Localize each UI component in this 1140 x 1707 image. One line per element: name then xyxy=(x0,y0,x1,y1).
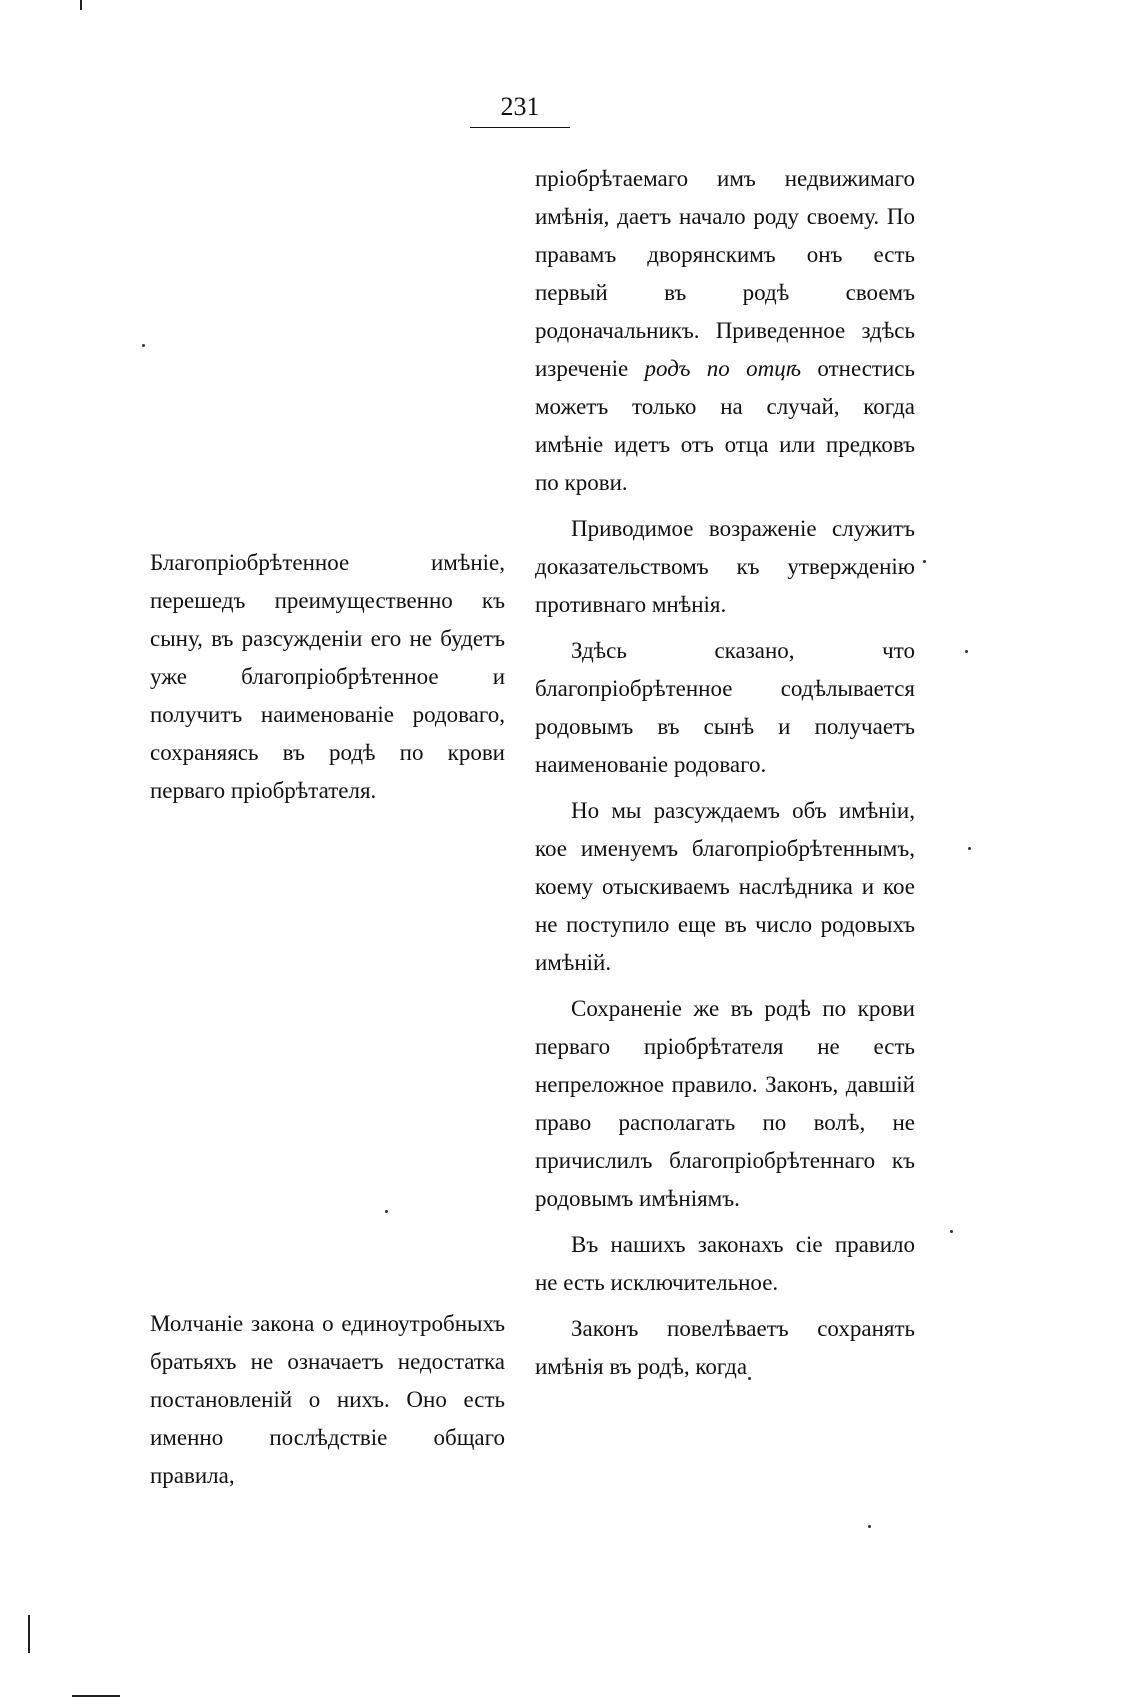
scan-speck xyxy=(748,1377,751,1380)
margin-note-1-text: Благопріобрѣтенное имѣніе, перешедъ преимущественно къ сыну, въ разсужденіи его не будетъ уже благопріобрѣтенное и получитъ наименованіе родоваго, сохраняясь въ родѣ по крови перваго пріобрѣтателя. xyxy=(150,550,505,803)
scan-speck xyxy=(923,560,926,563)
page-number: 231 xyxy=(500,92,540,121)
paragraph-7: Законъ повелѣваетъ сохранять имѣнія въ родѣ, когда xyxy=(535,1316,915,1379)
scan-speck xyxy=(868,1525,871,1528)
scan-speck xyxy=(965,650,968,653)
paragraph-1 xyxy=(535,160,915,502)
main-text-column xyxy=(535,160,915,1394)
margin-note-1 xyxy=(150,544,505,810)
scan-edge-mark xyxy=(80,0,82,10)
scan-speck xyxy=(385,1210,388,1213)
paragraph-5: Сохраненіе же въ родѣ по крови перваго пріобрѣтателя не есть непреложное правило. Законъ, давшій право располагать по волѣ, не причислилъ благопріобрѣтеннаго къ родовымъ имѣніямъ. xyxy=(535,996,915,1211)
margin-note-2-text: Молчаніе закона о единоутробныхъ братьяхъ не означаетъ недостатка постановленій о нихъ. Оно есть именно послѣдствіе общаго правила, xyxy=(150,1311,505,1488)
scan-speck xyxy=(968,847,971,850)
scan-edge-mark xyxy=(72,1695,120,1697)
paragraph-4: Но мы разсуждаемъ объ имѣніи, кое именуемъ благопріобрѣтеннымъ, коему отыскиваемъ наслѣдника и кое не поступило еще въ число родовыхъ имѣній. xyxy=(535,798,915,975)
margin-note-2 xyxy=(150,1305,505,1495)
paragraph-1-italic-phrase: родъ по отцѣ xyxy=(644,356,802,381)
scan-speck xyxy=(142,344,145,347)
scan-speck xyxy=(950,1230,953,1233)
paragraph-3: Здѣсь сказано, что благопріобрѣтенное содѣлывается родовымъ въ сынѣ и получаетъ наименованіе родоваго. xyxy=(535,638,915,777)
scan-edge-mark xyxy=(28,1615,30,1653)
paragraph-1-text: пріобрѣтаемаго имъ недвижимаго имѣнія, даетъ начало роду своему. По правамъ дворянскимъ онъ есть первый въ родѣ своемъ родоначальникъ. Приведенное здѣсь изреченіе xyxy=(535,166,915,381)
paragraph-1-rest: отнестись можетъ только на случай, когда имѣніе идетъ отъ отца или предковъ по крови. xyxy=(535,356,915,495)
paragraph-2: Приводимое возраженіе служитъ доказательствомъ къ утвержденію противнаго мнѣнія. xyxy=(535,516,915,617)
page-number-rule xyxy=(470,127,570,128)
paragraph-6: Въ нашихъ законахъ сіе правило не есть исключительное. xyxy=(535,1232,915,1295)
